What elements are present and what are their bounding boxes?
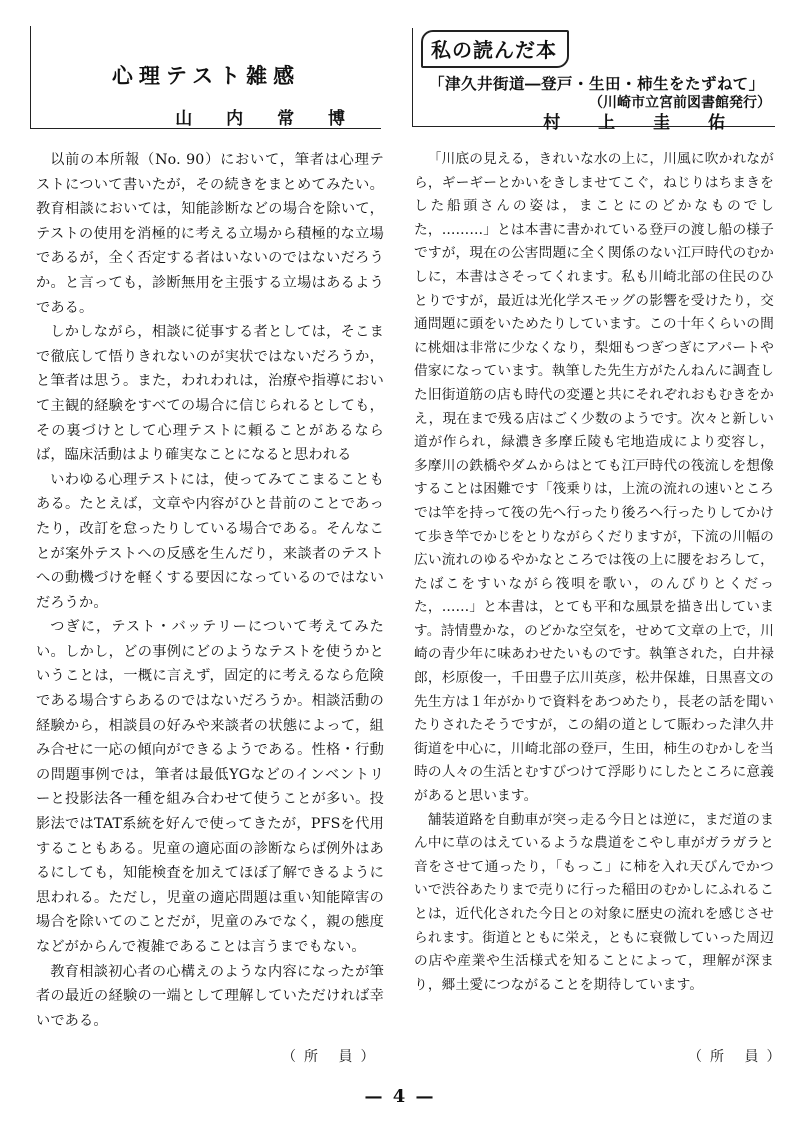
paragraph: いわゆる心理テストには，使ってみてこまることもある。たとえば，文章や内容がひと昔前のことであったり，改訂を怠ったりしている場合である。そんなことが案外テストへの反感を生んだり，来談者のテストへの動機づけを軽くする要因になっているのではないだろうか。 [36, 471, 384, 611]
right-article-body [414, 148, 774, 997]
left-article-body [36, 148, 384, 1033]
right-article-signature: （所 員） [688, 1049, 789, 1065]
paragraph: 以前の本所報（No. 90）において，筆者は心理テストについて書いたが，その続きをまとめてみたい。教育相談においては，知能診断などの場合を除いて，テストの使用を消極的に考える立場から積極的な立場であるが，全く否定する者はいないのではないだろうか。と言っても，診断無用を主張する立場はあるようである。 [36, 152, 384, 316]
paragraph: つぎに，テスト・バッテリーについて考えてみたい。しかし，どの事例にどのようなテストを使うかということは，一概に言えず，固定的に考えるなら危険である場合すらあるのではないだろうか。相談活動の経験から，相談員の好みや来談者の状態によって，組み合せに一応の傾向ができるようである。性格・行動の問題事例では，筆者は最低YGなどのインベントリーと投影法各一種を組み合わせて使うことが多い。投影法ではTAT系統を好んで使ってきたが，PFSを代用することもある。児童の適応面の診断ならば例外はあるにしても，知能検査を加えてほぼ了解できるように思われる。ただし，児童の適応問題は重い知能障害の場合を除いてのことだが，児童のみでなく，親の態度などがからんで複雑であることは言うまでもない。 [36, 619, 384, 955]
left-article-title: 心理テスト雑感 [111, 63, 301, 88]
left-article-author: 山 内 常 博 [175, 109, 359, 129]
publisher-note: （川崎市立宮前図書館発行） [589, 95, 771, 111]
page-number: — 4 — [364, 1086, 436, 1107]
paragraph: 舗装道路を自動車が突っ走る今日とは逆に，まだ道のまん中に草のはえているような農道をこやし車がガラガラと音をさせて通ったり，「もっこ」に柿を入れ天びんでかついで渋谷あたりまで売りに行った稲田のむかしにふれることは，近代化された今日との対象に歴史の流れを感じさせられます。街道とともに栄え，ともに衰微していった周辺の店や産業や生活様式を知ることによって，理解が深まり，郷土愛につながることを期待しています。 [414, 811, 774, 993]
paragraph: 「川底の見える，きれいな水の上に，川風に吹かれながら，ギーギーとかいをきしませてこぐ，ねじりはちまきをした船頭さんの姿は，まことにのどかなものでした，………」とは本書に書かれている登戸の渡し船の様子ですが，現在の公害問題に全く関係のない江戸時代のむかしに，本書はさそってくれます。私も川崎北部の住民のひとりですが，最近は光化学スモッグの影響を受けたり，交通問題に頭をいためたりしています。この十年くらいの間に桃畑は非常に少なくなり，梨畑もつぎつぎにアパートや借家になっています。執筆した先生方がたんねんに調査した旧街道筋の店も時代の変遷と共にそれぞれおもむきをかえ，現在まで残る店はごく少数のようです。次々と新しい道が作られ，緑濃き多摩丘陵も宅地造成により変容し，多摩川の鉄橋やダムからはとても江戸時代の筏流しを想像することは困難です「筏乗りは，上流の流れの速いところでは竿を持って筏の先へ行ったり後ろへ行ったりしてかけて歩き竿でかじをとりながらくだりますが，下流の川幅の広い流れのゆるやかなところでは筏の上に腰をおろして，たばこをすいながら筏唄を歌い，のんびりとくだった，……」と本書は，とても平和な風景を描き出しています。詩情豊かな，のどかな空気を，せめて文章の上で，川崎の青少年に味あわせたいものです。執筆された，白井禄郎，杉原俊一，千田豊子広川英彦，松井保雄，日黒喜文の先生方は１年がかりで資料をあつめたり，長老の話を聞いたりされたそうですが，この絹の道として賑わった津久井街道を中心に，川崎北部の登戸，生田，柿生のむかしを当時の人々の生活とむすびつけて浮彫りにしたところに意義があると思います。 [414, 151, 774, 805]
left-article-header [30, 26, 381, 129]
right-article-header [412, 28, 775, 133]
column-label: 私の読んだ本 [421, 30, 569, 68]
left-article-signature: （所 員） [282, 1049, 383, 1065]
right-article-author: 村 上 圭 佑 [543, 113, 741, 133]
paragraph: しかしながら，相談に従事する者としては，そこまで徹底して悟りきれないのが実状ではないだろうか，と筆者は思う。また，われわれは，治療や指導において主観的経験をすべての場合に信じられるとしても，その裏づけとして心理テストに頼ることがあるならば，臨床活動はより確実なことになると思われる [36, 324, 384, 464]
book-title: 「津久井街道―登戸・生田・柿生をたずねて」 [429, 74, 765, 93]
paragraph: 教育相談初心者の心構えのような内容になったが筆者の最近の経験の一端として理解していただければ幸いである。 [36, 963, 384, 1029]
